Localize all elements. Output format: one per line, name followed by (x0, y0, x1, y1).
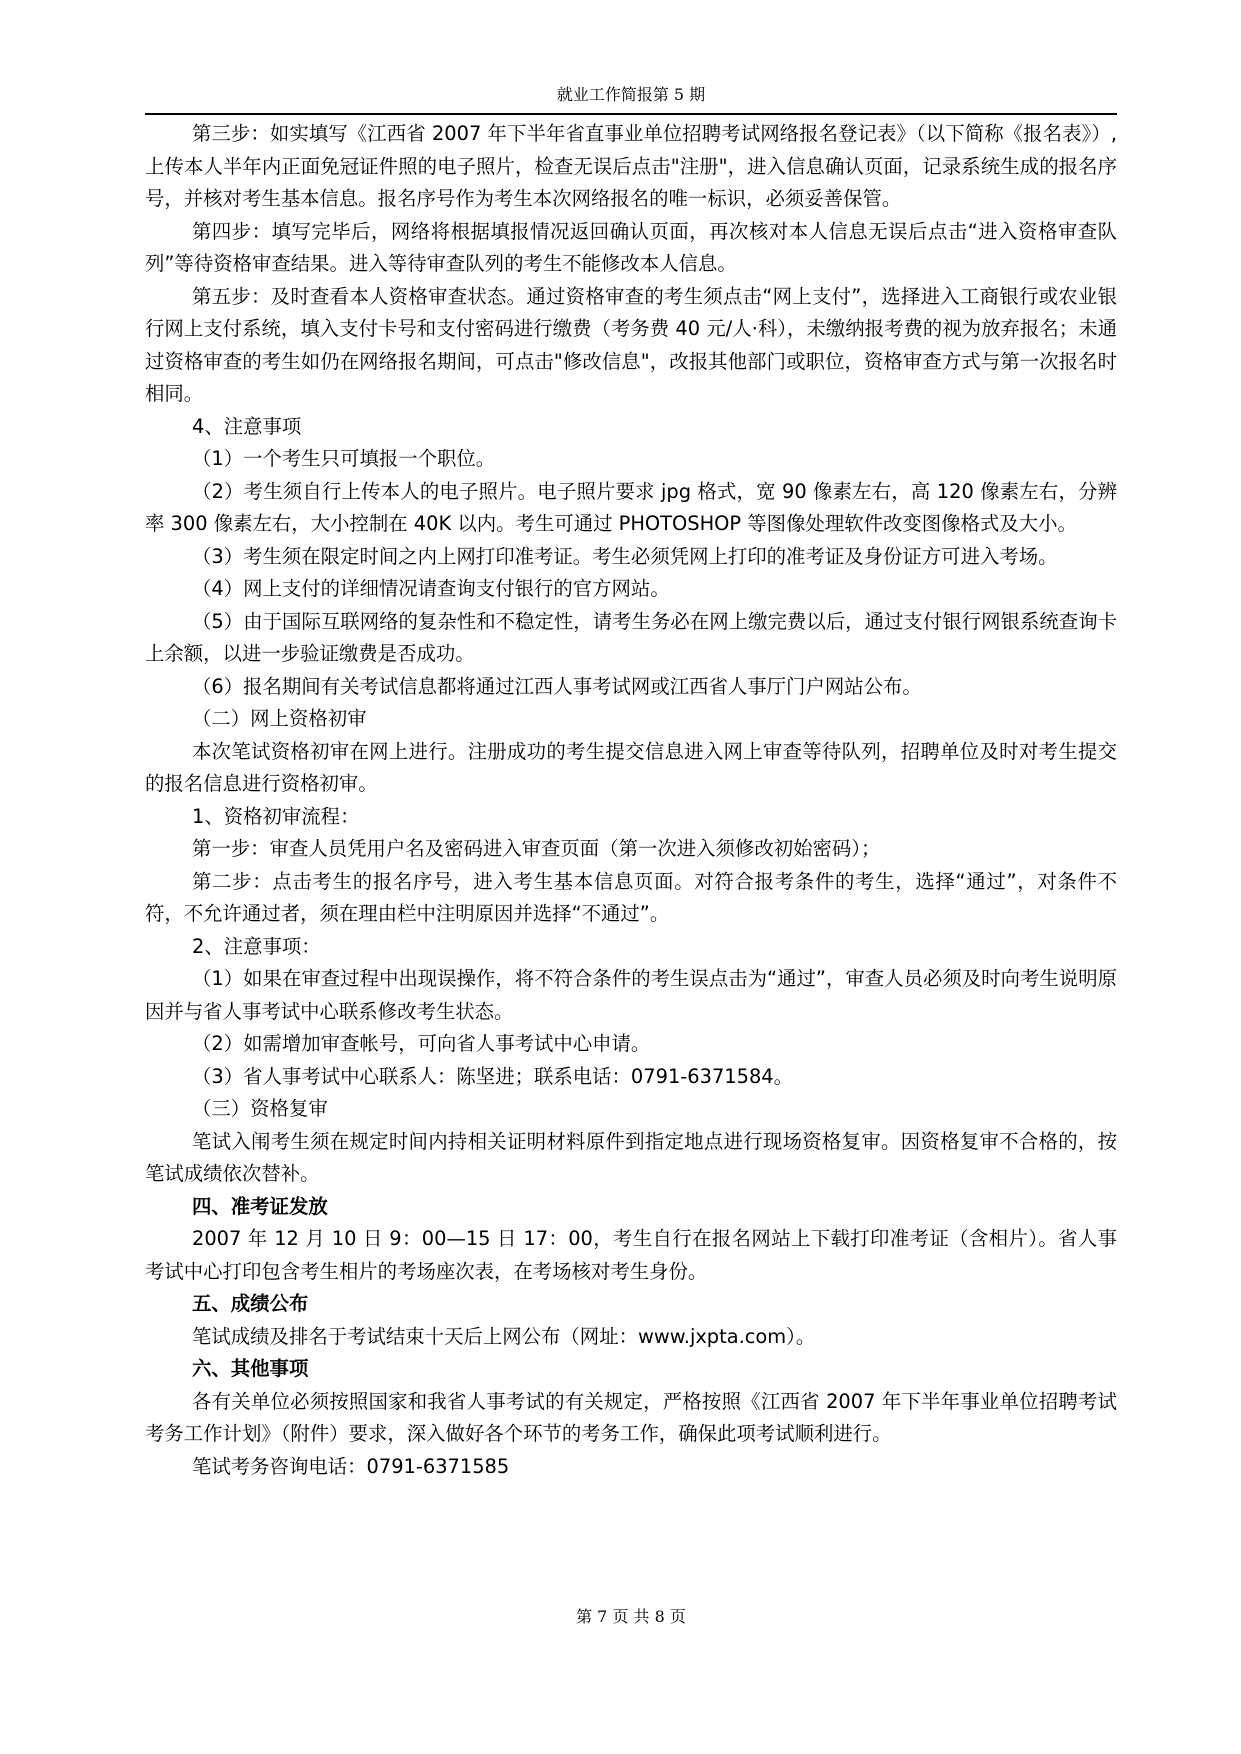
paragraph (145, 573, 1117, 606)
paragraph-first-line: （二）网上资格初审 (192, 707, 367, 730)
paragraph (145, 118, 1117, 216)
header-divider (145, 113, 1117, 115)
paragraph (145, 931, 1117, 964)
paragraph (145, 1321, 1117, 1354)
paragraph-continuation: 省人事考试中心打印包含考生相片的考场座次表，在考场核对考生身份。 (145, 1227, 1117, 1283)
paragraph (145, 833, 1117, 866)
paragraph-continuation: 格审查队列”等待资格审查结果。进入等待审查队列的考生不能修改本人信息。 (145, 219, 1117, 275)
page-header: 就业工作简报第 5 期 (556, 85, 706, 104)
paragraph-first-line: 笔试考务咨询电话：0791-6371585 (192, 1454, 510, 1478)
paragraph (145, 1028, 1117, 1061)
paragraph-first-line: 第五步：及时查看本人资格审查状态。通过资格审查的考生须点击“网上支付”，选择进入工商银行 (192, 284, 1039, 308)
paragraph (145, 281, 1117, 411)
paragraph-first-line: 五、成绩公布 (192, 1292, 309, 1315)
paragraph-first-line: （1）一个考生只可填报一个职位。 (192, 447, 496, 470)
paragraph (145, 736, 1117, 801)
paragraph (145, 1061, 1117, 1094)
paragraph-first-line: 本次笔试资格初审在网上进行。注册成功的考生提交信息进入网上审查等待队列，招聘单位及时对 (192, 739, 1039, 763)
paragraph-first-line: （1）如果在审查过程中出现误操作，将不符合条件的考生误点击为“通过”，审查人员必须及时向 (192, 967, 1020, 990)
paragraph-continuation: 条件不符，不允许通过者，须在理由栏中注明原因并选择“不通过”。 (145, 869, 1117, 925)
paragraph (145, 1451, 1117, 1484)
paragraph-first-line: 第四步：填写完毕后，网络将根据填报情况返回确认页面，再次核对本人信息无误后点击“进入资 (192, 219, 1038, 243)
section-heading (145, 1288, 1117, 1321)
section-heading (145, 1191, 1117, 1224)
paragraph-first-line: 第一步：审查人员凭用户名及密码进入审查页面（第一次进入须修改初始密码）； (192, 837, 881, 860)
paragraph-first-line: 笔试成绩及排名于考试结束十天后上网公布（网址：www.jxpta.com）。 (192, 1324, 816, 1348)
paragraph (145, 541, 1117, 574)
page-footer: 第 7 页 共 8 页 (576, 1607, 686, 1626)
paragraph-first-line: 第二步：点击考生的报名序号，进入考生基本信息页面。对符合报考条件的考生，选择“通过”，对 (192, 869, 1058, 893)
paragraph-first-line: 2007 年 12 月 10 日 9：00—15 日 17：00，考生自行在报名网站上下载打印准考证（含相片）。 (192, 1227, 1059, 1250)
paragraph-first-line: （6）报名期间有关考试信息都将通过江西人事考试网或江西省人事厅门户网站公布。 (192, 674, 922, 698)
paragraph-first-line: 各有关单位必须按照国家和我省人事考试的有关规定，严格按照《江西省 2007 年下半年事业单位 (192, 1389, 1039, 1413)
paragraph-continuation: 考生说明原因并与省人事考试中心联系修改考生状态。 (145, 967, 1118, 1023)
paragraph (145, 671, 1117, 704)
paragraph (145, 476, 1117, 541)
paragraph-continuation: 格的，按笔试成绩依次替补。 (145, 1129, 1117, 1185)
paragraph-continuation: 场。 (1018, 544, 1058, 568)
paragraph-first-line: 笔试入闱考生须在规定时间内持相关证明材料原件到指定地点进行现场资格复审。因资格复审不合 (192, 1129, 1039, 1153)
paragraph (145, 1386, 1117, 1451)
paragraph (145, 216, 1117, 281)
paragraph (145, 801, 1117, 834)
document-body (145, 118, 1118, 1483)
paragraph-first-line: （5）由于国际互联网络的复杂性和不稳定性，请考生务必在网上缴完费以后，通过支付银行网银 (192, 609, 1020, 633)
paragraph-first-line: 1、资格初审流程： (192, 804, 360, 828)
paragraph-continuation: 右，分辨率 300 像素左右，大小控制在 40K 以内。考生可通过 PHOTOSHOP 等图像处理软件改变图像格式及大小。 (145, 479, 1117, 535)
paragraph-continuation: 或农业银行网上支付系统，填入支付卡号和支付密码进行缴费（考务费 40 元/人·科），未缴纳报考费的视为放弃报名；未通过资格审查的考生如仍在网络报名期间，可点击"修改信息"，改报其他部门或职位，资格审查方式与第一次报名时相同。 (145, 284, 1117, 405)
paragraph-first-line: 2、注意事项： (192, 934, 321, 958)
paragraph-continuation: 招聘考试考务工作计划》（附件）要求，深入做好各个环节的考务工作，确保此项考试顺利进行。 (145, 1389, 1117, 1445)
paragraph (145, 1126, 1117, 1191)
paragraph (145, 1093, 1117, 1126)
paragraph-first-line: （3）省人事考试中心联系人：陈坚进；联系电话：0791-6371584。 (192, 1064, 794, 1088)
paragraph-first-line: 第三步：如实填写《江西省 2007 年下半年省直事业单位招聘考试网络报名登记表》（以下简称 (192, 122, 1004, 145)
paragraph (145, 866, 1117, 931)
paragraph-continuation: 考生提交的报名信息进行资格初审。 (145, 739, 1117, 795)
section-heading (145, 1353, 1117, 1386)
paragraph (145, 703, 1117, 736)
paragraph (145, 443, 1117, 476)
paragraph-continuation: 《报名表》）,上传本人半年内正面免冠证件照的电子照片，检查无误后点击"注册"，进入信息确认页面，记录系统生成的报名序号，并核对考生基本信息。报名序号作为考生本次网络报名的唯一标识，必须妥善保管。 (145, 122, 1117, 210)
paragraph-first-line: （2）考生须自行上传本人的电子照片。电子照片要求 jpg 格式，宽 90 像素左右，高 120 像素左 (192, 479, 1039, 503)
paragraph-first-line: 4、注意事项 (192, 414, 302, 438)
paragraph (145, 963, 1117, 1028)
paragraph (145, 1223, 1117, 1288)
paragraph-first-line: （3）考生须在限定时间之内上网打印准考证。考生必须凭网上打印的准考证及身份证方可进入考 (192, 544, 1019, 568)
paragraph-first-line: （三）资格复审 (192, 1097, 328, 1120)
paragraph (145, 411, 1117, 444)
paragraph-continuation: 系统查询卡上余额，以进一步验证缴费是否成功。 (145, 609, 1118, 665)
paragraph-first-line: 六、其他事项 (192, 1357, 309, 1380)
paragraph (145, 606, 1117, 671)
paragraph-first-line: （4）网上支付的详细情况请查询支付银行的官方网站。 (192, 577, 670, 600)
paragraph-first-line: （2）如需增加审查帐号，可向省人事考试中心申请。 (192, 1032, 651, 1055)
paragraph-first-line: 四、准考证发放 (192, 1194, 328, 1218)
